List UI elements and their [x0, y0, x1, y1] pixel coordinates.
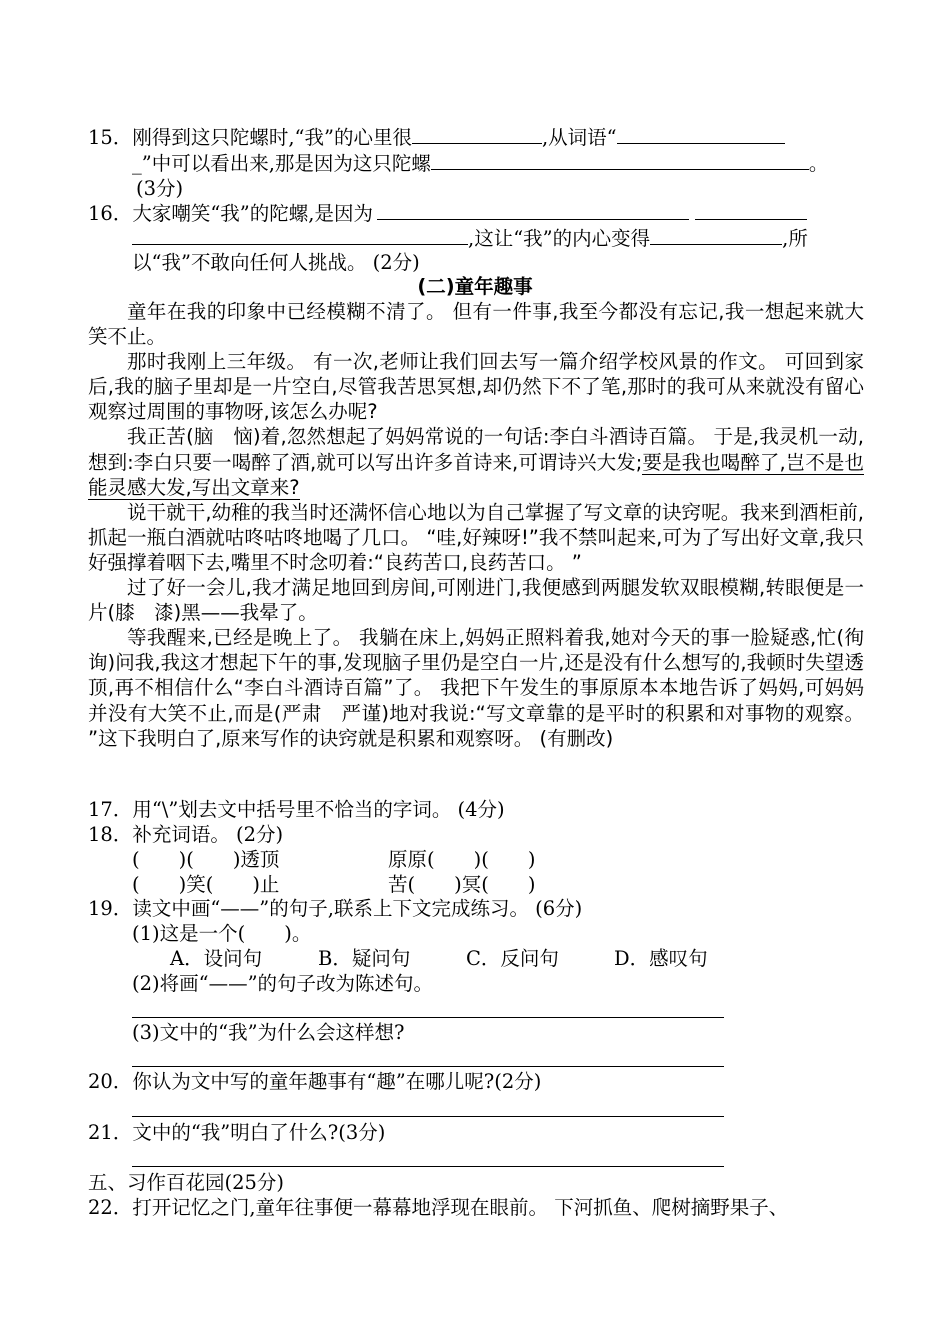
answer-line[interactable] — [132, 1116, 724, 1117]
answer-blank[interactable] — [695, 201, 807, 220]
answer-blank[interactable] — [650, 226, 782, 245]
option-b[interactable]: B．疑问句 — [318, 947, 411, 970]
reading-passage — [88, 299, 884, 751]
passage-paragraph: 童年在我的印象中已经模糊不清了。 但有一件事,我至今都没有忘记,我一想起来就大笑不止。 — [88, 300, 864, 349]
answer-blank[interactable] — [617, 125, 785, 144]
option-a[interactable]: A．设问句 — [170, 947, 263, 970]
passage-paragraph: 过了好一会儿,我才满足地回到房间,可刚进门,我便感到两腿发软双眼模糊,转眼便是一片(膝 漆)黑——我晕了。 — [88, 576, 864, 625]
answer-line[interactable] — [132, 1066, 724, 1067]
question-17: 17．用“\”划去文中括号里不恰当的字词。 (4分) — [88, 798, 505, 821]
option-d[interactable]: D．感叹句 — [614, 947, 708, 970]
passage-title: (二)童年趣事 — [417, 275, 533, 298]
question-19: 19．读文中画“——”的句子,联系上下文完成练习。 (6分) — [88, 897, 583, 920]
underlined-sentence: 要是我也喝醉了,岂不是也能灵感大发,写出文章来? — [88, 450, 864, 499]
passage-paragraph: 我正苦(脑 恼)着,忽然想起了妈妈常说的一句话:李白斗酒诗百篇。 于是,我灵机一动,想到:李白只要一喝醉了酒,就可以写出许多首诗来,可谓诗兴大发;要是我也喝醉了,岂不是也能灵感大发,写出文章来? — [88, 425, 864, 499]
word-fill-4[interactable]: 苦( )冥( ) — [388, 873, 536, 896]
answer-blank[interactable] — [412, 125, 542, 144]
answer-blank[interactable] — [431, 151, 809, 170]
question-number: 15． — [88, 126, 133, 149]
passage-paragraph: 等我醒来,已经是晚上了。 我躺在床上,妈妈正照料着我,她对今天的事一脸疑惑,忙(徇 询)问我,我这才想起下午的事,发现脑子里仍是空白一片,还是没有什么想写的,我顿时失望透顶,再不相信什么“李白斗酒诗百篇”了。 我把下午发生的事原原本本地告诉了妈妈,可妈妈并没有大笑不止,而是(严肃 严谨)地对我说:“写文章靠的是平时的积累和对事物的观察。 ”这下我明白了,原来写作的诀窍就是积累和观察呀。 (有删改) — [88, 626, 884, 750]
question-19-part2: (2)将画“——”的句子改为陈述句。 — [132, 972, 434, 995]
question-16-line1: 16．大家嘲笑“我”的陀螺,是因为 — [88, 201, 807, 227]
question-18: 18．补充词语。 (2分) — [88, 823, 284, 846]
section-heading: 五、习作百花园(25分) — [88, 1171, 285, 1194]
passage-paragraph: 说干就干,幼稚的我当时还满怀信心地以为自己掌握了写文章的诀窍呢。我来到酒柜前,抓起一瓶白酒就咕咚咕咚地喝了几口。 “哇,好辣呀!”我不禁叫起来,可为了写出好文章,我只好强撑着咽下去,嘴里不时念叨着:“良药苦口,良药苦口。 ” — [88, 500, 864, 574]
answer-blank[interactable] — [132, 226, 468, 245]
question-15-score: (3分) — [136, 177, 184, 200]
answer-line[interactable] — [132, 1166, 724, 1167]
word-fill-2[interactable]: 原原( )( ) — [388, 848, 536, 871]
word-fill-3[interactable]: ( )笑( )止 — [132, 873, 280, 896]
option-c[interactable]: C．反问句 — [466, 947, 559, 970]
question-16-line2: ,这让“我”的内心变得 ,所 — [132, 226, 808, 252]
question-15-line2: _”中可以看出来,那是因为这只陀螺 。 — [132, 152, 829, 175]
question-number: 16． — [88, 202, 133, 225]
word-fill-1[interactable]: ( )( )透顶 — [132, 848, 280, 871]
answer-blank[interactable] — [377, 201, 689, 220]
question-19-part3: (3)文中的“我”为什么会这样想? — [132, 1021, 405, 1044]
question-19-part1: (1)这是一个( )。 — [132, 922, 312, 945]
passage-paragraph: 那时我刚上三年级。 有一次,老师让我们回去写一篇介绍学校风景的作文。 可回到家后,我的脑子里却是一片空白,尽管我苦思冥想,却仍然下不了笔,那时的我可从来就没有留心观察过周围的事物呀,该怎么办呢? — [88, 350, 864, 424]
question-22: 22．打开记忆之门,童年往事便一幕幕地浮现在眼前。 下河抓鱼、爬树摘野果子、 — [88, 1196, 789, 1219]
answer-line[interactable] — [132, 1017, 724, 1018]
question-15-line1: 15．刚得到这只陀螺时,“我”的心里很 ,从词语“ — [88, 125, 785, 151]
question-21: 21．文中的“我”明白了什么?(3分) — [88, 1121, 386, 1144]
question-20: 20．你认为文中写的童年趣事有“趣”在哪儿呢?(2分) — [88, 1070, 542, 1093]
question-16-line3: 以“我”不敢向任何人挑战。 (2分) — [132, 251, 420, 274]
